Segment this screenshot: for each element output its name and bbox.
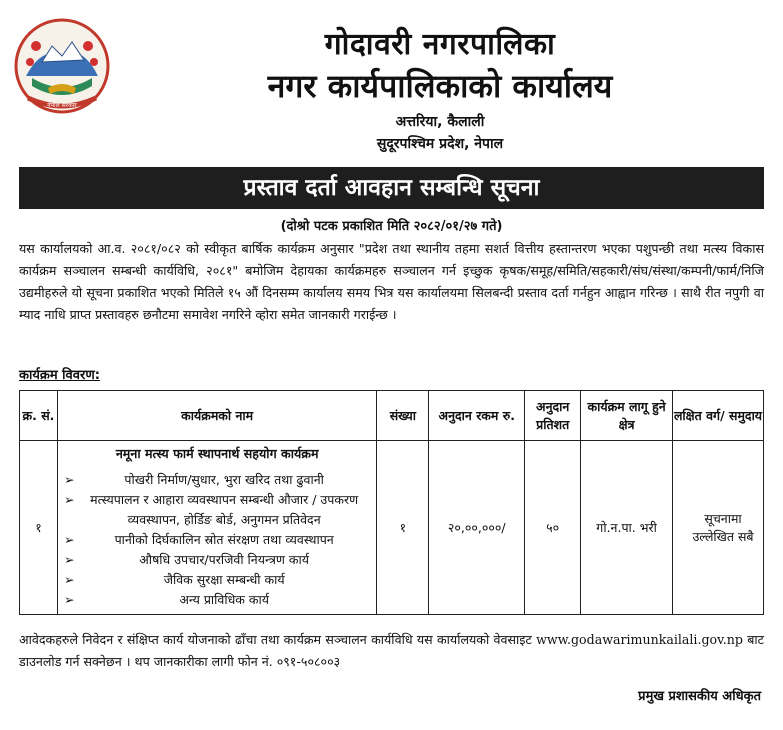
municipality-name: गोदावरी नगरपालिका <box>324 27 556 62</box>
cell-area: गो.न.पा. भरी <box>581 441 673 615</box>
publication-date-note: (दोश्रो पटक प्रकाशित मिति २०८२/०१/२७ गते) <box>280 219 503 234</box>
col-header-sn: क्र. सं. <box>20 391 58 441</box>
nepal-government-emblem-icon <box>12 16 112 116</box>
program-table <box>19 390 764 615</box>
address-line-2: सुदूरपश्चिम प्रदेश, नेपाल <box>376 136 504 152</box>
table-header-row <box>20 391 764 441</box>
cell-grant-percent: ५० <box>525 441 581 615</box>
cell-sn: १ <box>20 441 58 615</box>
list-item: ➢ औषधि उपचार/परजिवी नियन्त्रण कार्य <box>64 550 370 570</box>
list-item: ➢ अन्य प्राविधिक कार्य <box>64 590 370 610</box>
activity-list <box>64 470 370 610</box>
col-header-grant-amount: अनुदान रकम रु. <box>429 391 525 441</box>
col-header-area: कार्यक्रम लागू हुने क्षेत्र <box>581 391 673 441</box>
list-item: ➢ पोखरी निर्माण/सुधार, भुरा खरिद तथा ढुवानी <box>64 470 370 490</box>
footer-line-2: बाट डाउनलोड गर्न सक्नेछन । थप जानकारीका लागी फोन नं. ०९१-५०८००३ <box>19 632 764 669</box>
cell-grant-amount: २०,००,०००/ <box>429 441 525 615</box>
list-item: ➢ जैविक सुरक्षा सम्बन्धी कार्य <box>64 570 370 590</box>
letterhead <box>0 0 783 160</box>
list-item: ➢ पानीको दिर्घकालिन स्रोत संरक्षण तथा व्यवस्थापन <box>64 530 370 550</box>
arrow-bullet-icon: ➢ <box>63 492 75 507</box>
signatory-title: प्रमुख प्रशासकीय अधिकृत <box>638 689 761 704</box>
arrow-bullet-icon: ➢ <box>63 572 75 587</box>
col-header-grant-percent: अनुदान प्रतिशत <box>525 391 581 441</box>
list-item: ➢ मत्स्यपालन र आहारा व्यवस्थापन सम्बन्धी औजार / उपकरण व्यवस्थापन, होर्डिङ बोर्ड, अनुगमन प्रतिवेदन <box>63 492 359 527</box>
address-line-1: अत्तरिया, कैलाली <box>395 114 485 130</box>
svg-text:नेपाल सरकार: नेपाल सरकार <box>47 102 77 109</box>
col-header-count: संख्या <box>377 391 429 441</box>
section-label-program-details: कार्यक्रम विवरण: <box>19 368 100 383</box>
col-header-target-group: लक्षित वर्ग/ समुदाय <box>673 391 764 441</box>
arrow-bullet-icon: ➢ <box>63 472 75 487</box>
office-name: नगर कार्यपालिकाको कार्यालय <box>267 67 613 105</box>
program-title: नमूना मत्स्य फार्म स्थापनार्थ सहयोग कार्यक्रम <box>115 446 319 461</box>
footer-line-1: आवेदकहरुले निवेदन र संक्षिप्त कार्य योजनाको ढाँचा तथा कार्यक्रम सञ्चालन कार्यविधि यस कार्यालयको वेवसाइट <box>19 632 532 647</box>
col-header-program-name: कार्यक्रमको नाम <box>57 391 376 441</box>
notice-body: यस कार्यालयको आ.व. २०८१/०८२ को स्वीकृत बार्षिक कार्यक्रम अनुसार "प्रदेश तथा स्थानीय तहमा सशर्त वित्तीय हस्तान्तरण भएका पशुपन्छी तथा मत्स्य विकास कार्यक्रम सञ्चालन सम्बन्धी कार्यविधि, २०८१" बमोजिम देहायका कार्यक्रमहरु सञ्चालन गर्न इच्छुक कृषक/समूह/समिति/सहकारी/संघ/संस्था/कम्पनी/फार्म/निजि उद्यमीहरुले यो सूचना प्रकाशित भएको मितिले १५ औं दिनसम्म कार्यालय समय भित्र यस कार्यालयमा सिलबन्दी प्रस्ताव दर्ता गर्नहुन आह्वान गरिन्छ । साथै रीत नपुगी वा म्याद नाधि प्राप्त प्रस्तावहरु छनौटमा समावेश नगरिने व्होरा समेत जानकारी गराईन्छ । <box>19 241 764 322</box>
footer-note <box>19 629 764 673</box>
cell-count: १ <box>377 441 429 615</box>
website-link[interactable]: www.godawarimunkailali.gov.np <box>536 632 743 647</box>
table-row <box>20 441 764 615</box>
cell-program <box>57 441 376 615</box>
arrow-bullet-icon: ➢ <box>63 552 75 567</box>
notice-title-banner: प्रस्ताव दर्ता आवहान सम्बन्धि सूचना <box>19 167 764 209</box>
arrow-bullet-icon: ➢ <box>63 532 75 547</box>
cell-target-group: सूचनामा उल्लेखित सबै <box>673 441 764 615</box>
arrow-bullet-icon: ➢ <box>63 592 75 607</box>
